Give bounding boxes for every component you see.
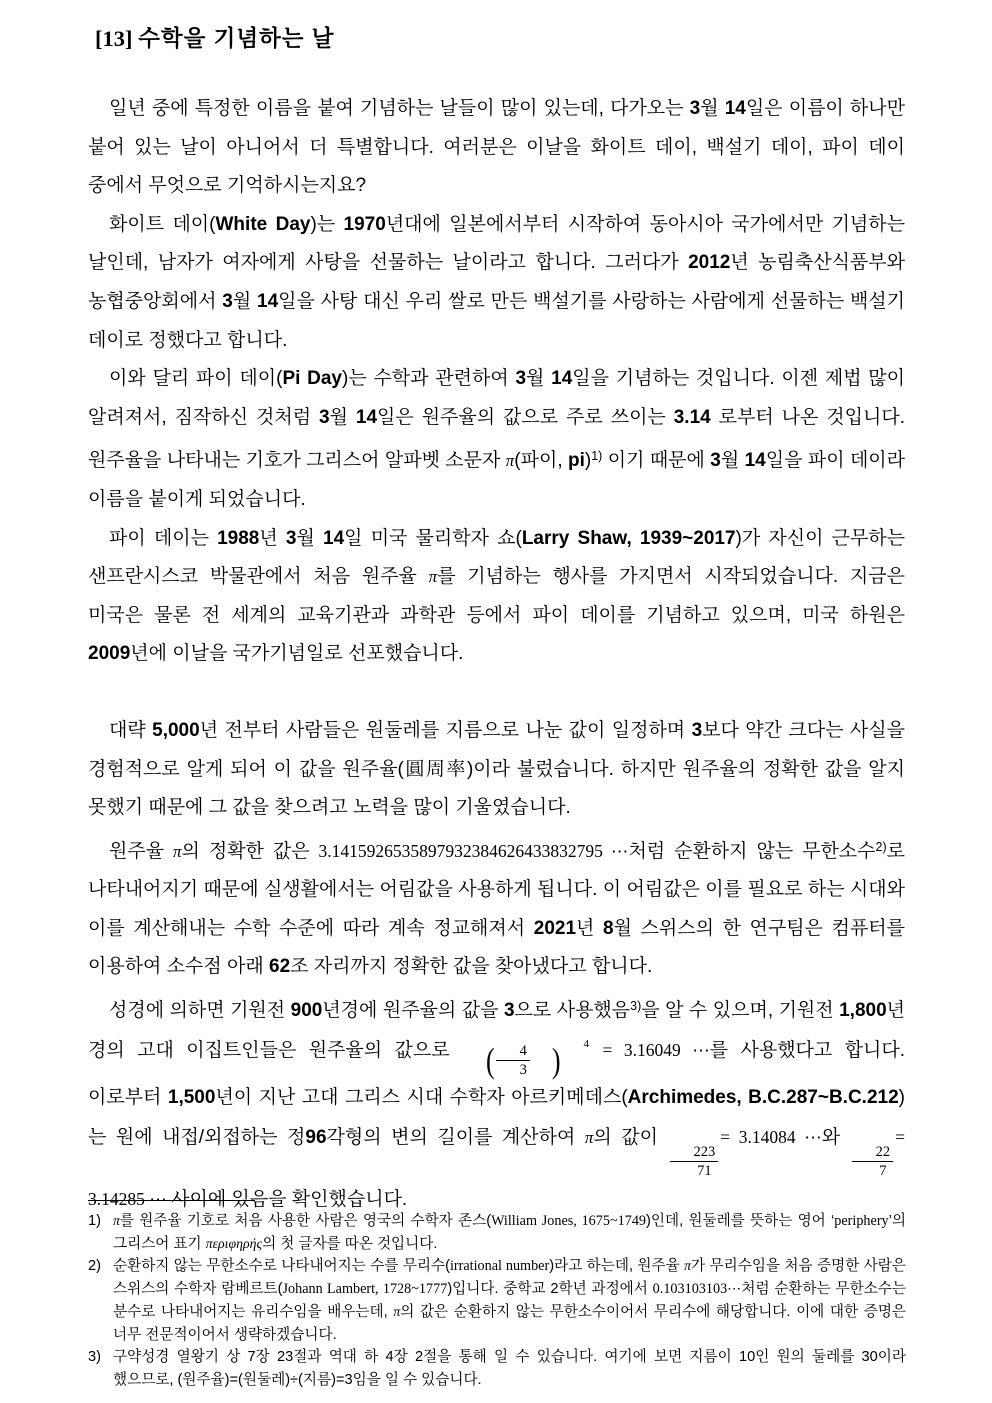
paragraph-intro-march-14: 일년 중에 특정한 이름을 붙여 기념하는 날들이 많이 있는데, 다가오는 3월 14일은 이름이 하나만 붙어 있는 날이 아니어서 더 특별합니다. 여러분은 이날을 화이트 데이, 백설기 데이, 파이 데이 중에서 무엇으로 기억하시는지요? (88, 98, 905, 197)
footnote-1 (88, 1210, 906, 1255)
footnote-2-marker: 2) (88, 1258, 101, 1275)
paragraph-larry-shaw: 파이 데이는 1988년 3월 14일 미국 물리학자 쇼(Larry Shaw, 1939~2017)가 자신이 근무하는 샌프란시스코 박물관에서 처음 원주율 π를 기념하는 행사를 가지면서 시작되었습니다. 지금은 미국은 물론 전 세계의 교육기관과 과학관 등에서 파이 데이를 기념하고 있으며, 미국 하원은 2009년에 이날을 국가기념일로 선포했습니다. (88, 527, 906, 665)
paragraph-white-day: 화이트 데이(White Day)는 1970년대에 일본에서부터 시작하여 동아시아 국가에서만 기념하는 날인데, 남자가 여자에게 사탕을 선물하는 날이라고 합니다. 그러다가 2012년 농림축산식품부와 농협중앙회에서 3월 14일을 사탕 대신 우리 쌀로 만든 백설기를 사랑하는 사람에게 선물하는 백설기 데이로 정했다고 합니다. (88, 213, 906, 351)
paragraph-ancient-approximations: 성경에 의하면 기원전 900년경에 원주율의 값을 3으로 사용했음$^{3)}$을 알 수 있으며, 기원전 1,800년 경의 고대 이집트인들은 원주율의 값으로 ( $\frac{4}{3}$ ) 4 = 3.16049 ⋯를 사용했다고 합니다. 이로부터 1,500년이 지난 고대 그리스 시대 수학자 아르키메데스(Archimedes, B.C.287~B.C.212)는 원에 내접/외접하는 정96각형의 변의 길이를 계산하여 π의 값이 $\frac{223}{71}$ = 3.14084 ⋯와 $\frac{22}{7}$ = 3.14285 ⋯ 사이에 있음을 확인했습니다. (88, 999, 906, 1211)
paragraph-pi-day: 이와 달리 파이 데이(Pi Day)는 수학과 관련하여 3월 14일을 기념하는 것입니다. 이젠 제법 많이 알려져서, 짐작하신 것처럼 3월 14일은 원주율의 값으로 주로 쓰이는 3.14 로부터 나온 것입니다. 원주율을 나타내는 기호가 그리스어 알파벳 소문자 π(파이, pi)$^{1)}$ 이기 때문에 3월 14일을 파이 데이라 이름을 붙이게 되었습니다. (88, 368, 906, 510)
fraction: $\frac{223}{71}$ (670, 1143, 719, 1180)
footnote-1-text: π를 원주율 기호로 처음 사용한 사람은 영국의 수학자 존스(William Jones, 1675~1749)인데, 원둘레를 뜻하는 영어 ‘periphery’의 그리스어 표기 περιφηρής의 첫 글자를 따온 것입니다. (113, 1213, 906, 1252)
footnote-separator-rule (88, 1200, 255, 1201)
footnote-3-marker: 3) (88, 1349, 101, 1366)
footnote-3-text: 구약성경 열왕기 상 7장 23절과 역대 하 4장 2절을 통해 일 수 있습니다. 여기에 보면 지름이 10인 원의 둘레를 30이라 했으므로, (원주율)=(원둘레)÷(지름)=3임을 일 수 있습니다. (113, 1349, 906, 1388)
body-text (88, 90, 905, 1220)
footnote-2 (88, 1255, 906, 1346)
fraction: $\frac{22}{7}$ (852, 1143, 894, 1180)
footnote-1-marker: 1) (88, 1213, 101, 1229)
page-title: [13] 수학을 기념하는 날 (95, 26, 335, 51)
footnotes-list (88, 1210, 906, 1392)
fraction-with-exponent: ( $\frac{4}{3}$ ) 4 (485, 1038, 590, 1080)
footnote-2-text: 순환하지 않는 무한소수로 나타내어지는 수를 무리수(irrational number)라고 하는데, 원주율 π가 무리수임을 처음 증명한 사람은 스위스의 수학자 람베르트(Johann Lambert, 1728~1777)입니다. 중학교 2학년 과정에서 0.103103103⋯처럼 순환하는 무한소수는 분수로 나타내어지는 유리수임을 배우는데, π의 값은 순환하지 않는 무한소수이어서 무리수에 해당합니다. 이에 대한 증명은 너무 전문적이어서 생략하겠습니다. (113, 1258, 907, 1343)
footnote-section (88, 1200, 906, 1392)
paragraph-history-5000-years: 대략 5,000년 전부터 사람들은 원둘레를 지름으로 나눈 값이 일정하며 3보다 약간 크다는 사실을 경험적으로 알게 되어 이 값을 원주율(圓周率)이라 불렀습니다. 하지만 원주율의 정확한 값을 알지 못했기 때문에 그 값을 찾으려고 노력을 많이 기울였습니다. (88, 719, 905, 819)
footnote-3 (88, 1346, 906, 1391)
paragraph-pi-exact-value: 원주율 π의 정확한 값은 3.1415926535897932384626433832795 ⋯처럼 순환하지 않는 무한소수$^{2)}$로 나타내어지기 때문에 실생활에서는 어림값을 사용하게 됩니다. 이 어림값은 이를 필요로 하는 시대와 이를 계산해내는 수학 수준에 따라 계속 정교해져서 2021년 8월 스위스의 한 연구팀은 컴퓨터를 이용하여 소수점 아래 62조 자리까지 정확한 값을 찾아냈다고 합니다. (88, 839, 906, 978)
